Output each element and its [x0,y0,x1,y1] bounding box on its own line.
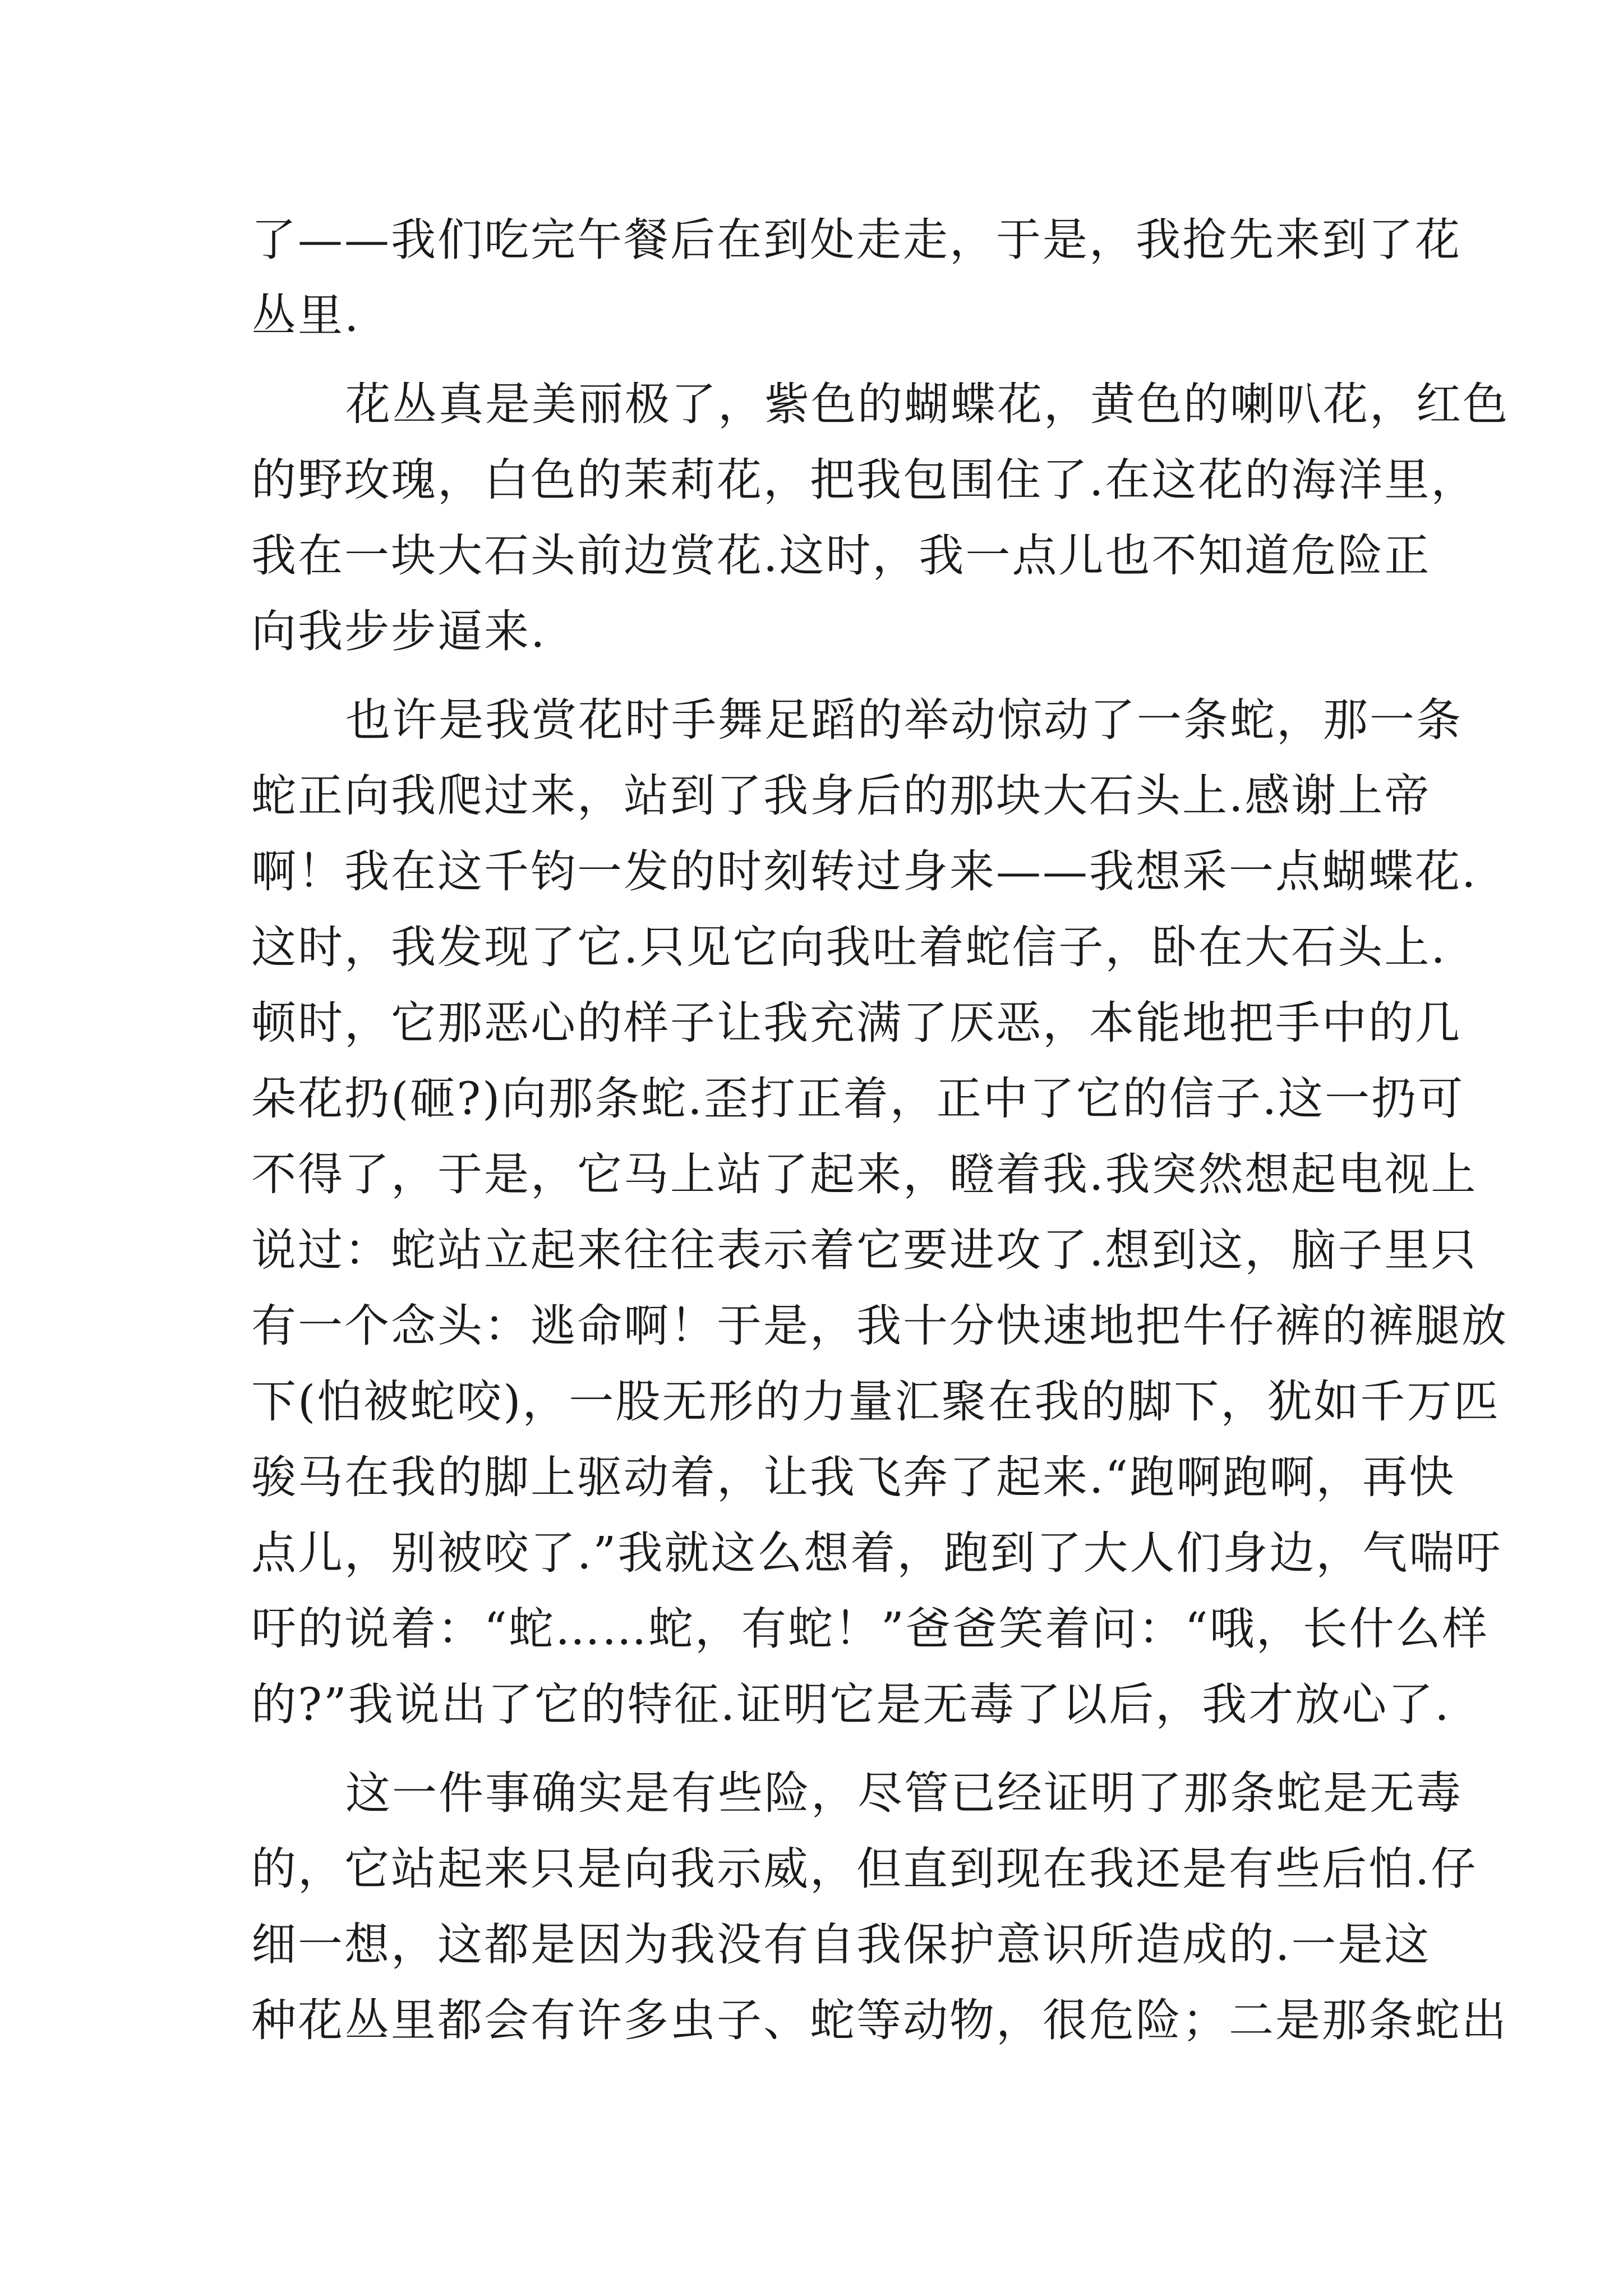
text-line: 我在一块大石头前边赏花.这时，我一点儿也不知道危险正 [251,530,1431,582]
text-line: 有一个念头：逃命啊！于是，我十分快速地把牛仔裤的裤腿放 [251,1300,1508,1352]
body-text [251,202,1509,2058]
text-line: 朵花扔(砸?)向那条蛇.歪打正着，正中了它的信子.这一扔可 [251,1073,1465,1125]
text-line: 这一件事确实是有些险，尽管已经证明了那条蛇是无毒 [345,1767,1463,1819]
text-line: 向我步步逼来. [251,605,547,657]
text-line: 吁的说着：“蛇……蛇，有蛇！”爸爸笑着问：“哦，长什么样 [251,1603,1489,1655]
text-line: 这时，我发现了它.只见它向我吐着蛇信子，卧在大石头上. [251,921,1447,973]
text-line: 的?”我说出了它的特征.证明它是无毒了以后，我才放心了. [251,1678,1451,1731]
text-line: 细一想，这都是因为我没有自我保护意识所造成的.一是这 [251,1918,1431,1971]
text-line: 也许是我赏花时手舞足蹈的举动惊动了一条蛇，那一条 [345,694,1463,746]
text-line: 种花丛里都会有许多虫子、蛇等动物，很危险；二是那条蛇出 [251,1994,1508,2046]
text-line: 不得了，于是，它马上站了起来，瞪着我.我突然想起电视上 [251,1148,1478,1200]
text-line: 骏马在我的脚上驱动着，让我飞奔了起来.“跑啊跑啊，再快 [251,1451,1456,1503]
text-line: 丛里. [251,289,361,342]
text-line: 的野玫瑰，白色的茉莉花，把我包围住了.在这花的海洋里， [251,454,1478,506]
text-line: 蛇正向我爬过来，站到了我身后的那块大石头上.感谢上帝 [251,770,1431,822]
text-line: 说过：蛇站立起来往往表示着它要进攻了.想到这，脑子里只 [251,1224,1478,1276]
text-line: 点儿，别被咬了.”我就这么想着，跑到了大人们身边，气喘吁 [251,1527,1502,1579]
text-line: 下(怕被蛇咬)，一股无形的力量汇聚在我的脚下，犹如千万匹 [251,1375,1500,1428]
text-line: 了——我们吃完午餐后在到处走走，于是，我抢先来到了花 [251,214,1461,266]
text-line: 花丛真是美丽极了，紫色的蝴蝶花，黄色的喇叭花，红色 [345,378,1509,430]
text-line: 啊！我在这千钧一发的时刻转过身来——我想采一点蝴蝶花. [251,845,1478,898]
text-line: 的，它站起来只是向我示威，但直到现在我还是有些后怕.仔 [251,1843,1478,1895]
text-line: 顿时，它那恶心的样子让我充满了厌恶，本能地把手中的几 [251,997,1461,1049]
